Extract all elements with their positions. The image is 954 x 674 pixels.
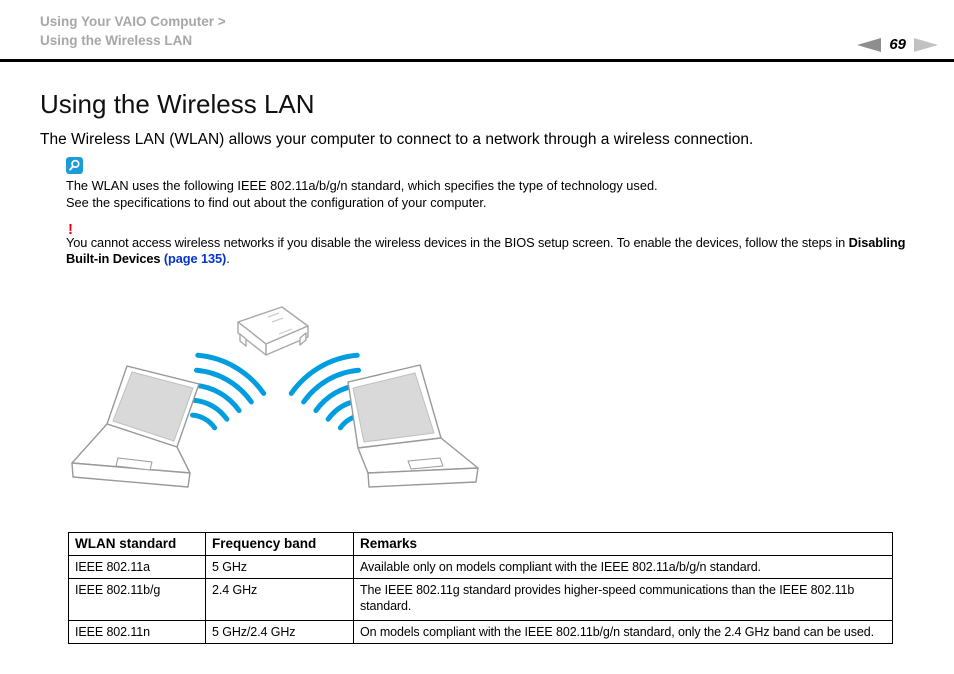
cell-standard: IEEE 802.11b/g [69,579,206,621]
cell-frequency: 2.4 GHz [206,579,354,621]
cell-standard: IEEE 802.11a [69,556,206,579]
warning-text [66,235,914,267]
next-page-icon[interactable] [914,38,938,52]
breadcrumb-line-1: Using Your VAIO Computer > [40,14,226,29]
cell-frequency: 5 GHz/2.4 GHz [206,621,354,644]
page-135-link[interactable]: (page 135) [163,251,227,266]
warning-bold-phrase: Disabling Built-in Devices [66,235,906,266]
wlan-standards-table [68,532,893,644]
cell-frequency: 5 GHz [206,556,354,579]
cell-remarks: On models compliant with the IEEE 802.11b/g/n standard, only the 2.4 GHz band can be used. [354,621,893,644]
table-row [69,556,893,579]
warning-exclamation-icon: ! [68,221,73,238]
page-number: 69 [889,36,906,53]
warning-text-end: . [226,251,230,266]
note-line-1: The WLAN uses the following IEEE 802.11a/b/g/n standard, which specifies the type of technology used. [66,178,658,193]
previous-page-icon[interactable] [857,38,881,52]
breadcrumb-line-2: Using the Wireless LAN [40,33,193,48]
page-title: Using the Wireless LAN [40,89,315,119]
cell-remarks: The IEEE 802.11g standard provides higher-speed communications than the IEEE 802.11b standard. [354,579,893,621]
access-point [238,307,308,355]
column-header-remarks: Remarks [354,533,893,556]
right-laptop [348,365,478,487]
left-laptop [72,366,199,487]
header-divider [0,59,954,62]
column-header-wlan-standard: WLAN standard [69,533,206,556]
warning-text-start: You cannot access wireless networks if you disable the wireless devices in the BIOS setup screen. To enable the devices, follow the steps in [66,235,849,250]
table-row [69,621,893,644]
cell-standard: IEEE 802.11n [69,621,206,644]
wlan-illustration [55,295,525,510]
cell-remarks: Available only on models compliant with the IEEE 802.11a/b/g/n standard. [354,556,893,579]
note-magnifier-icon [66,157,83,174]
column-header-frequency-band: Frequency band [206,533,354,556]
note-line-2: See the specifications to find out about the configuration of your computer. [66,194,487,210]
table-row [69,579,893,621]
note-text [66,178,658,211]
breadcrumb [40,12,226,50]
page-navigation [857,36,938,53]
intro-paragraph: The Wireless LAN (WLAN) allows your computer to connect to a network through a wireless connection. [40,131,754,148]
table-header-row [69,533,893,556]
wifi-waves-left [193,355,264,428]
